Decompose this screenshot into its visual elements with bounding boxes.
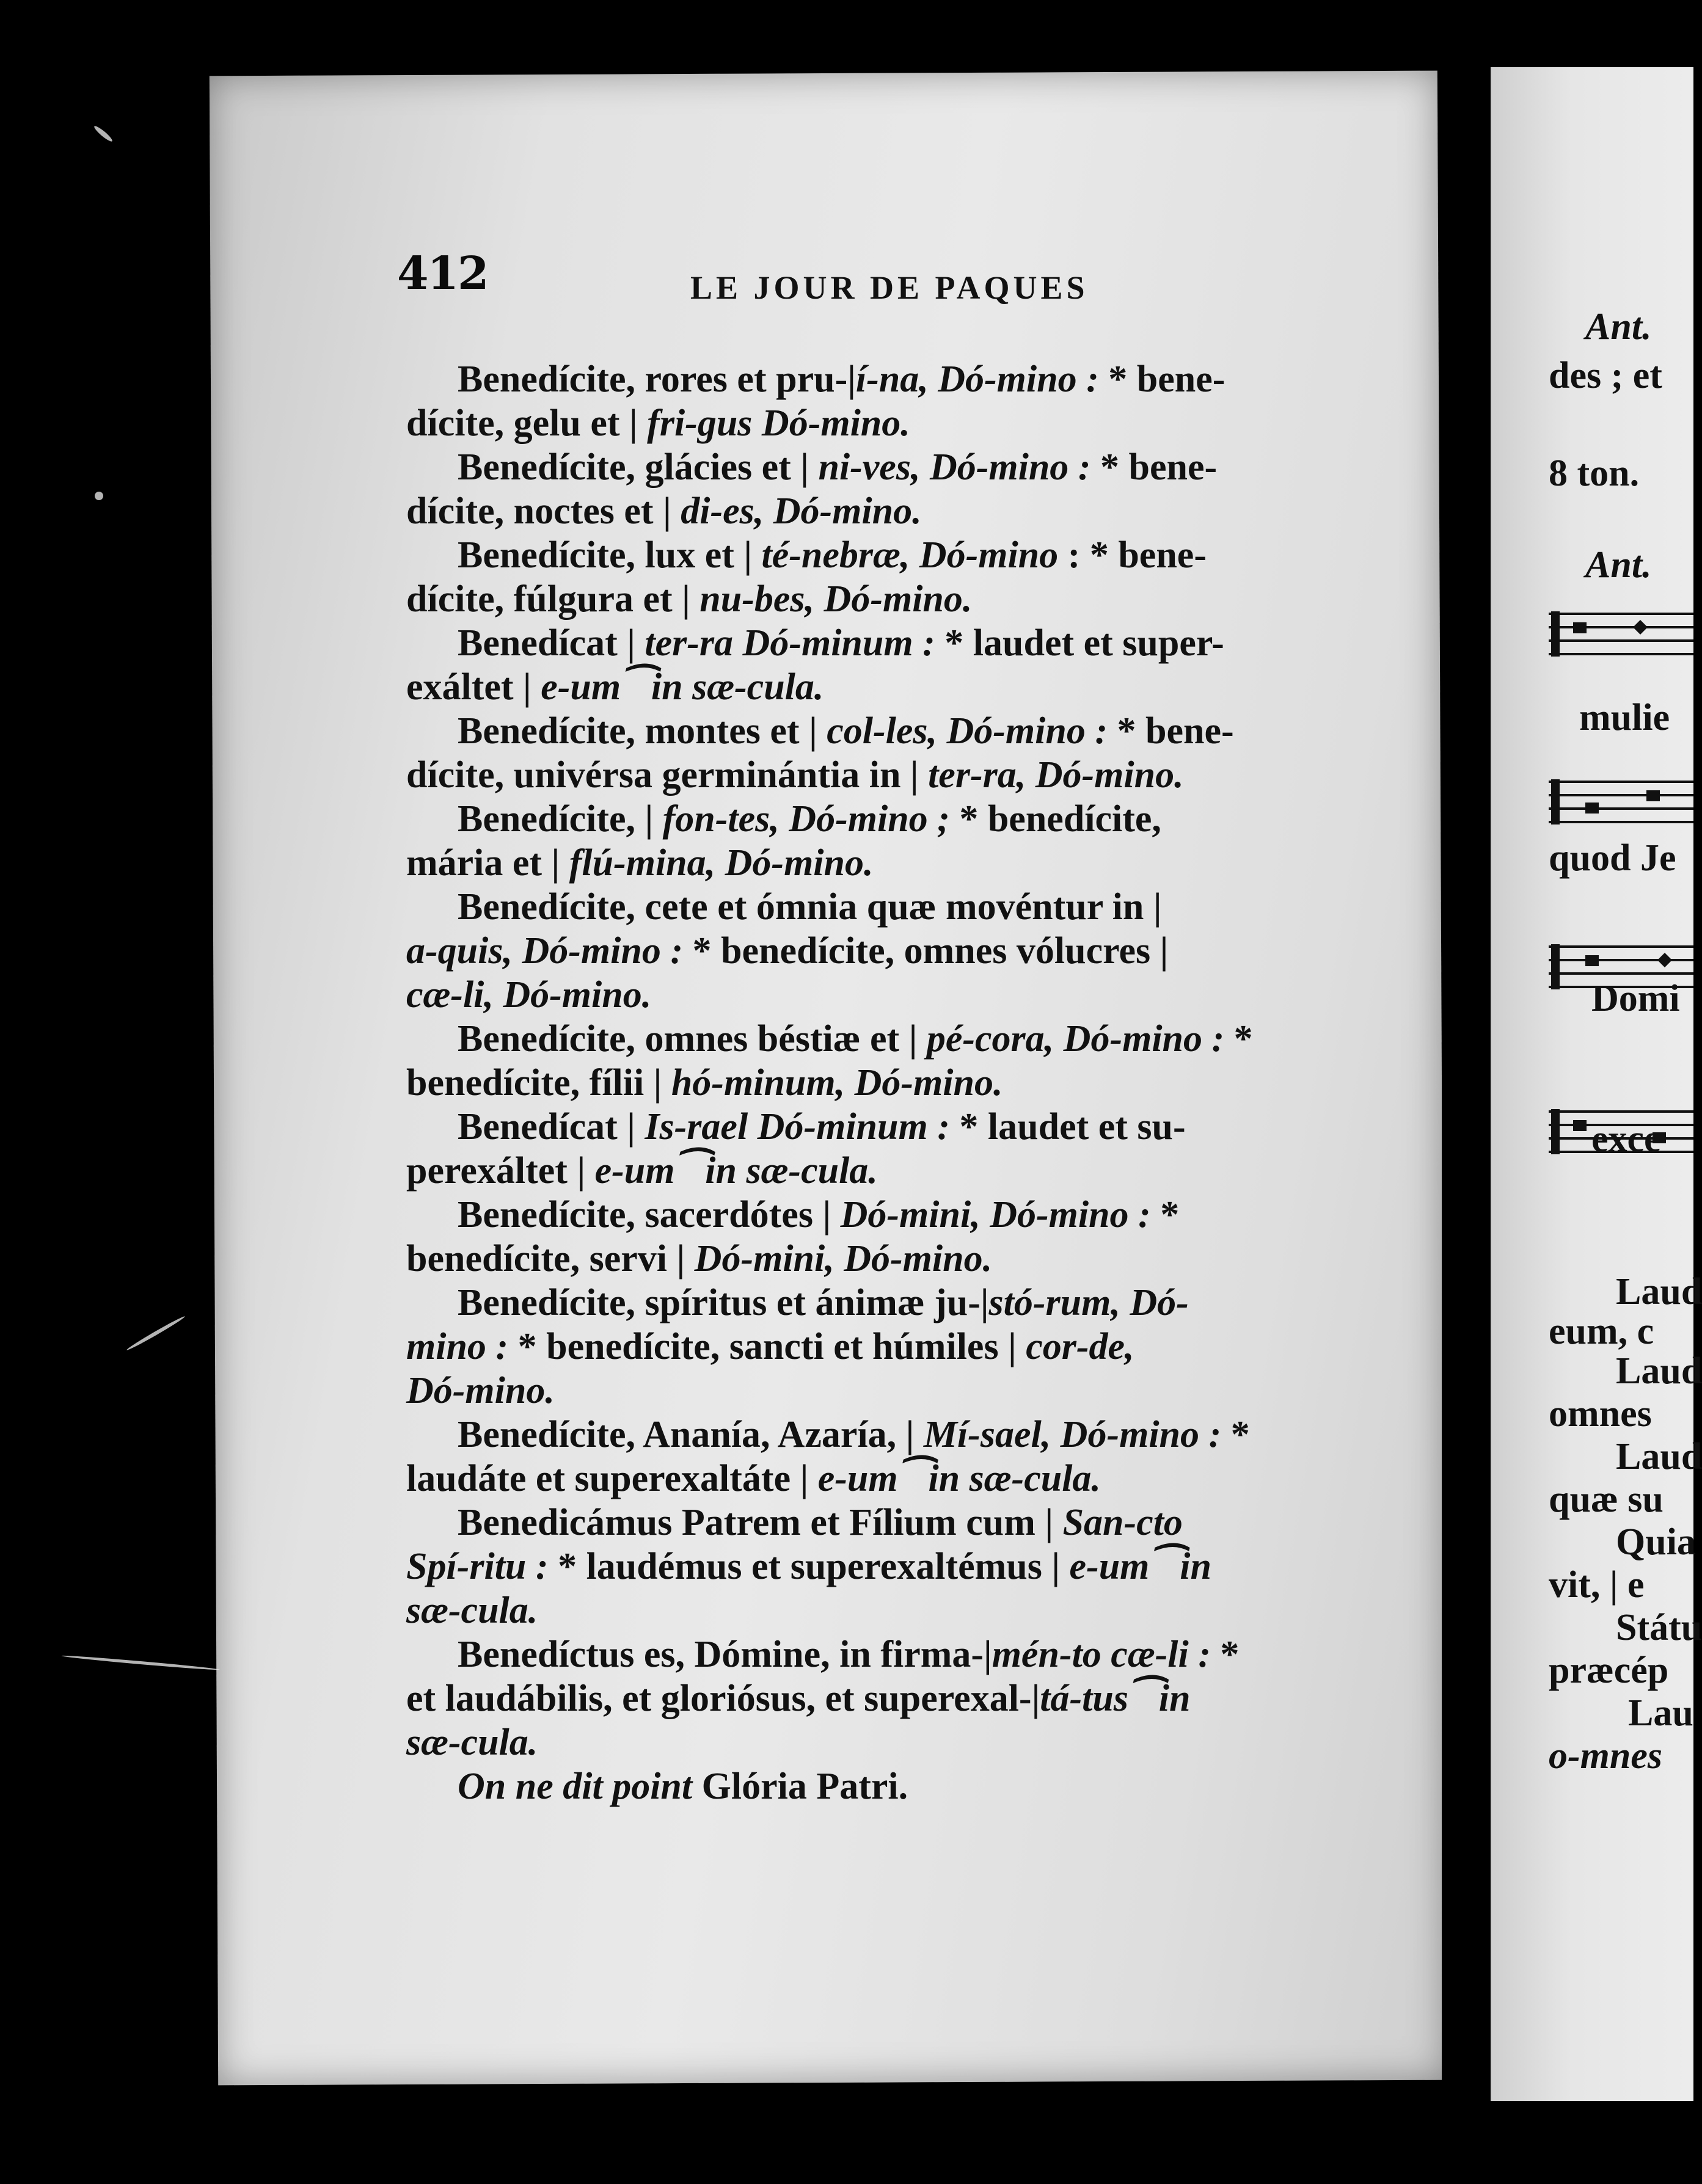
page-number: 412 bbox=[397, 247, 488, 300]
roman-text: dícite, gelu et | bbox=[406, 402, 648, 444]
roman-text: benedícite, fílii | bbox=[406, 1062, 671, 1104]
text-line bbox=[406, 1325, 1408, 1369]
italic-text: Is-rael Dó-minum : bbox=[645, 1106, 960, 1148]
roman-text: Glória Patri. bbox=[701, 1766, 908, 1807]
roman-text: dícite, fúlgura et | bbox=[406, 578, 700, 620]
right-page-fragment: mulie bbox=[1579, 697, 1670, 738]
roman-text: Benedícite, cete et ómnia quæ movéntur in | bbox=[458, 886, 1162, 928]
text-line bbox=[406, 665, 1408, 709]
text-line bbox=[406, 489, 1408, 533]
roman-text: Benedícite, | bbox=[458, 798, 663, 840]
roman-text: dícite, univérsa germinántia in | bbox=[406, 754, 929, 796]
roman-text: * benedícite, bbox=[959, 798, 1161, 840]
running-title: LE JOUR DE PAQUES bbox=[690, 269, 1089, 306]
text-line bbox=[406, 357, 1408, 401]
right-page-fragment: vit, | e bbox=[1549, 1564, 1645, 1606]
italic-text: e-um⁀in sæ-cula. bbox=[541, 666, 824, 708]
page-gutter bbox=[1442, 67, 1485, 2101]
roman-text: * benedícite, sancti et húmiles | bbox=[517, 1326, 1026, 1367]
italic-text: col-les, Dó-mino : bbox=[827, 710, 1117, 752]
roman-text: * laudet et su- bbox=[959, 1106, 1186, 1148]
roman-text: * benedícite, omnes vólucres | bbox=[692, 930, 1169, 972]
italic-text: hó-minum, Dó-mino. bbox=[671, 1062, 1003, 1104]
text-line bbox=[406, 445, 1408, 489]
roman-text: benedícite, servi | bbox=[406, 1238, 695, 1279]
italic-text: stó-rum, Dó- bbox=[988, 1282, 1189, 1323]
roman-text: Benedícite, lux et | bbox=[458, 534, 762, 576]
right-page-fragment: quæ su bbox=[1549, 1479, 1664, 1520]
text-line bbox=[406, 1720, 1408, 1764]
italic-text: San-cto bbox=[1062, 1502, 1183, 1543]
text-line bbox=[406, 1589, 1408, 1633]
text-line bbox=[406, 401, 1408, 445]
roman-text: * bbox=[1160, 1194, 1180, 1236]
scan-speck bbox=[126, 1315, 186, 1352]
roman-text: Benedícite, omnes béstiæ et | bbox=[458, 1018, 927, 1060]
italic-text: Spí-ritu : bbox=[406, 1546, 558, 1587]
text-line bbox=[406, 1457, 1408, 1501]
roman-text: Benedícite, sacerdótes | bbox=[458, 1194, 841, 1236]
roman-text: dícite, noctes et | bbox=[406, 490, 681, 532]
right-page-fragment: præcép bbox=[1549, 1650, 1669, 1691]
roman-text: Benedícite, glácies et | bbox=[458, 446, 819, 488]
text-line bbox=[406, 709, 1408, 753]
scan-speck bbox=[93, 125, 114, 144]
text-line bbox=[406, 841, 1408, 885]
italic-text: di-es, Dó-mino. bbox=[681, 490, 922, 532]
roman-text: * laudet et super- bbox=[944, 622, 1224, 664]
text-line bbox=[406, 797, 1408, 841]
roman-text: Benedícite, spíritus et ánimæ ju-| bbox=[458, 1282, 989, 1323]
roman-text: Benedícite, montes et | bbox=[458, 710, 827, 752]
italic-text: tá-tus⁀in bbox=[1040, 1678, 1191, 1719]
italic-text: í-na, Dó-mino : bbox=[855, 359, 1109, 400]
text-line bbox=[406, 973, 1408, 1017]
text-line bbox=[406, 1764, 1408, 1808]
roman-text: Benedíctus es, Dómine, in firma-| bbox=[458, 1634, 992, 1675]
text-line bbox=[406, 929, 1408, 973]
text-line bbox=[406, 621, 1408, 665]
music-staff bbox=[1549, 776, 1693, 832]
italic-text: sæ-cula. bbox=[406, 1722, 538, 1763]
roman-text: mária et | bbox=[406, 842, 569, 884]
roman-text: * bbox=[1220, 1634, 1240, 1675]
italic-text: Dó-mini, Dó-mino : bbox=[840, 1194, 1161, 1236]
text-line bbox=[406, 1369, 1408, 1413]
right-page-fragment: Laud bbox=[1616, 1271, 1702, 1312]
roman-text: laudáte et superexaltáte | bbox=[406, 1458, 818, 1499]
italic-text: On ne dit point bbox=[458, 1766, 702, 1807]
roman-text: * bbox=[1230, 1414, 1250, 1455]
right-page-fragment: Quia bbox=[1616, 1521, 1696, 1563]
roman-text: * bene- bbox=[1117, 710, 1234, 752]
italic-text: fon-tes, Dó-mino ; bbox=[662, 798, 960, 840]
roman-text: perexáltet | bbox=[406, 1150, 595, 1192]
text-line bbox=[406, 1193, 1408, 1237]
italic-text: e-um⁀in sæ-cula. bbox=[594, 1150, 878, 1192]
italic-text: Mí-sael, Dó-mino : bbox=[923, 1414, 1231, 1455]
right-page-fragment: Ant. bbox=[1585, 544, 1652, 586]
right-page-fragment: Laud bbox=[1616, 1436, 1702, 1477]
text-line bbox=[406, 1413, 1408, 1457]
text-line bbox=[406, 1676, 1408, 1720]
italic-text: ter-ra Dó-minum : bbox=[645, 622, 945, 664]
italic-text: cor-de, bbox=[1026, 1326, 1134, 1367]
text-line bbox=[406, 1149, 1408, 1193]
roman-text: exáltet | bbox=[406, 666, 541, 708]
roman-text: Benedicámus Patrem et Fílium cum | bbox=[458, 1502, 1063, 1543]
italic-text: mino : bbox=[406, 1326, 518, 1367]
right-page-fragment: eum, c bbox=[1549, 1311, 1654, 1352]
scan-speck bbox=[61, 1654, 219, 1672]
italic-text: mén-to cæ-li : bbox=[992, 1634, 1221, 1675]
text-line bbox=[406, 885, 1408, 929]
roman-text: Benedícite, Ananía, Azaría, | bbox=[458, 1414, 924, 1455]
right-page-fragment: Laud bbox=[1616, 1350, 1702, 1392]
italic-text: Dó-mini, Dó-mino. bbox=[694, 1238, 993, 1279]
right-page-fragment: des ; et bbox=[1549, 355, 1662, 396]
right-page-fragment: 8 ton. bbox=[1549, 453, 1640, 494]
text-line bbox=[406, 1061, 1408, 1105]
italic-text: e-um⁀in bbox=[1069, 1546, 1211, 1587]
roman-text: Benedícite, rores et pru-| bbox=[458, 359, 856, 400]
italic-text: cæ-li, Dó-mino. bbox=[406, 974, 652, 1016]
text-line bbox=[406, 1633, 1408, 1676]
right-page-fragment: Ant. bbox=[1585, 306, 1652, 348]
italic-text: sæ-cula. bbox=[406, 1590, 538, 1631]
roman-text: * bene- bbox=[1100, 446, 1218, 488]
text-line bbox=[406, 1281, 1408, 1325]
right-page-fragment: omnes bbox=[1549, 1393, 1652, 1435]
text-line bbox=[406, 1017, 1408, 1061]
roman-text: et laudábilis, et gloriósus, et superexal-| bbox=[406, 1678, 1040, 1719]
roman-text: * bene- bbox=[1108, 359, 1225, 400]
text-line bbox=[406, 1501, 1408, 1545]
right-page-fragment: exce bbox=[1591, 1118, 1661, 1160]
text-line bbox=[406, 577, 1408, 621]
music-staff-graphic bbox=[1549, 776, 1693, 832]
italic-text: flú-mina, Dó-mino. bbox=[569, 842, 874, 884]
right-page-fragment: quod Je bbox=[1549, 837, 1676, 879]
music-staff-graphic bbox=[1549, 608, 1693, 664]
right-page-fragment: Státu bbox=[1616, 1607, 1702, 1648]
text-line bbox=[406, 1545, 1408, 1589]
italic-text: a-quis, Dó-mino : bbox=[406, 930, 693, 972]
text-line bbox=[406, 753, 1408, 797]
text-line bbox=[406, 533, 1408, 577]
italic-text: ter-ra, Dó-mino. bbox=[928, 754, 1184, 796]
roman-text: * bbox=[1233, 1018, 1253, 1060]
italic-text: ni-ves, Dó-mino : bbox=[818, 446, 1100, 488]
italic-text: fri-gus Dó-mino. bbox=[647, 402, 910, 444]
music-staff bbox=[1549, 608, 1693, 664]
roman-text: * laudémus et superexaltémus | bbox=[558, 1546, 1070, 1587]
right-page-fragment: Lau bbox=[1628, 1692, 1693, 1734]
text-line bbox=[406, 1237, 1408, 1281]
roman-text: Benedícat | bbox=[458, 622, 645, 664]
scan-speck bbox=[95, 492, 103, 500]
italic-text: e-um⁀in sæ-cula. bbox=[817, 1458, 1101, 1499]
roman-text: Benedícat | bbox=[458, 1106, 645, 1148]
italic-text: pé-cora, Dó-mino : bbox=[926, 1018, 1234, 1060]
text-line bbox=[406, 1105, 1408, 1149]
roman-text: : * bene- bbox=[1058, 534, 1207, 576]
right-page-fragment: Domi bbox=[1591, 978, 1680, 1019]
italic-text: té-nebræ, Dó-mino bbox=[761, 534, 1059, 576]
canticle-text bbox=[406, 357, 1408, 1808]
italic-text: Dó-mino. bbox=[406, 1370, 555, 1411]
right-page-fragment: o-mnes bbox=[1549, 1735, 1662, 1777]
italic-text: nu-bes, Dó-mino. bbox=[699, 578, 973, 620]
